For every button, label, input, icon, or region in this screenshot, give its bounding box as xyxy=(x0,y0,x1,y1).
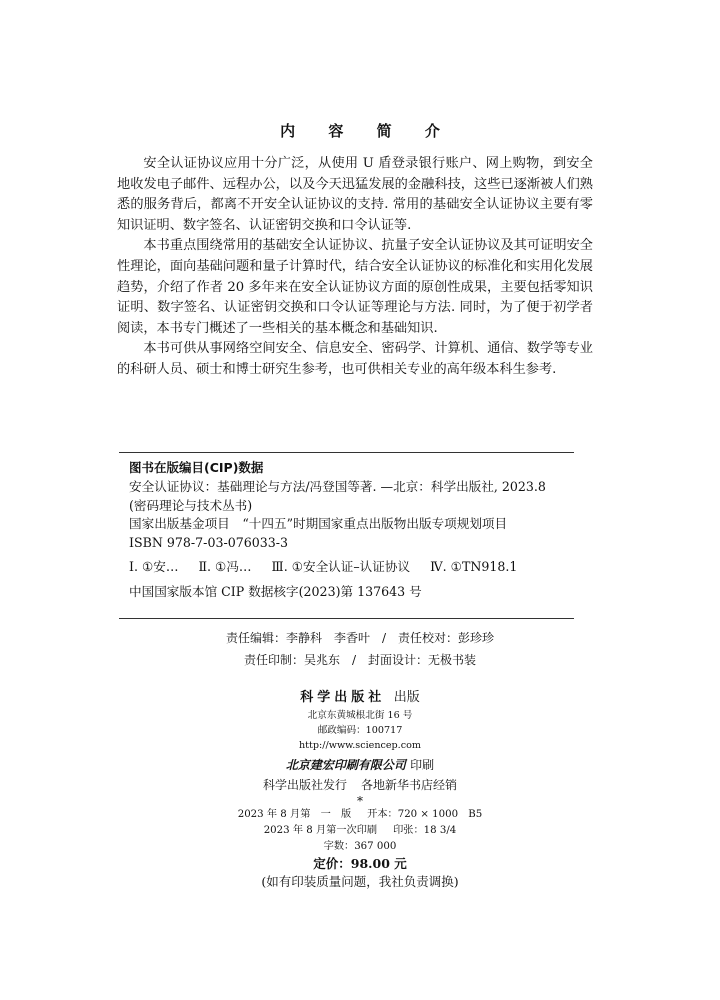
printer-line xyxy=(0,755,720,775)
classification-item: Ⅲ. ①安全认证–认证协议 xyxy=(271,559,411,575)
printing-supervisor-credit: 责任印制：吴兆东 xyxy=(243,653,340,667)
edition-date: 2023 年 8 月第 一 版 xyxy=(237,809,352,820)
quality-note: (如有印装质量问题，我社负责调换) xyxy=(261,874,459,889)
distribution-line xyxy=(0,775,720,795)
sheet-count: 印张：18 3/4 xyxy=(393,825,457,836)
distributor: 科学出版社发行 xyxy=(262,778,347,792)
cip-block xyxy=(129,458,579,602)
credit-separator: / xyxy=(351,653,357,667)
divider-top xyxy=(119,452,574,453)
page-title: 内 容 简 介 xyxy=(280,122,454,140)
publisher-address: 北京东黄城根北街 16 号 xyxy=(307,710,413,721)
publisher-line xyxy=(0,688,720,708)
cip-classification xyxy=(129,558,579,577)
printing-date: 2023 年 8 月第一次印刷 xyxy=(263,825,378,836)
credits-row-production xyxy=(0,649,720,671)
word-count: 字数：367 000 xyxy=(323,841,397,852)
editor-credit: 责任编辑：李静科 李香叶 xyxy=(225,631,370,645)
cip-isbn: ISBN 978-7-03-076033-3 xyxy=(129,534,289,550)
divider-bottom xyxy=(119,618,574,619)
cip-series-line: (密码理论与技术丛书) xyxy=(129,497,253,513)
summary-paragraph: 本书重点围绕常用的基础安全认证协议、抗量子安全认证协议及其可证明安全性理论，面向基础问题和量子计算时代，结合安全认证协议的标准化和实用化发展趋势，介绍了作者 20 多年来在安全认证协议方面的原创性成果，主要包括零知识证明、数字签名、认证密钥交换和口令认证等理论与方法. 同时，为了便于初学者阅读，本书专门概述了一些相关的基本概念和基础知识. xyxy=(117,238,593,336)
colophon-block xyxy=(0,688,720,891)
credits-row-editors xyxy=(0,627,720,649)
classification-item: Ⅱ. ①冯… xyxy=(198,559,252,575)
edition-line xyxy=(0,807,720,823)
classification-item: Ⅳ. ①TN918.1 xyxy=(430,559,518,575)
printing-line xyxy=(0,823,720,839)
cip-number: 中国国家版本馆 CIP 数据核字(2023)第 137643 号 xyxy=(129,583,422,599)
cip-heading: 图书在版编目(CIP)数据 xyxy=(129,460,264,475)
credit-separator: / xyxy=(381,631,387,645)
summary-paragraph: 安全认证协议应用十分广泛，从使用 U 盾登录银行账户、网上购物，到安全地收发电子邮件、远程办公，以及今天迅猛发展的金融科技，这些已逐渐被人们熟悉的服务背后，都离不开安全认证协议的支持. 常用的基础安全认证协议主要有零知识证明、数字签名、认证密钥交换和口令认证等. xyxy=(117,156,593,233)
price: 定价：98.00 元 xyxy=(313,856,407,871)
cip-fund-line: 国家出版基金项目 “十四五”时期国家重点出版物出版专项规划项目 xyxy=(129,516,508,532)
printer-name: 北京建宏印刷有限公司 xyxy=(285,758,406,772)
proofreader-credit: 责任校对：彭珍珍 xyxy=(398,631,495,645)
retailer: 各地新华书店经销 xyxy=(361,778,458,792)
separator-star: * xyxy=(357,794,363,808)
publisher-url: http://www.sciencep.com xyxy=(299,740,421,751)
content-summary xyxy=(117,154,593,381)
classification-item: Ⅰ. ①安… xyxy=(129,559,179,575)
summary-paragraph: 本书可供从事网络空间安全、信息安全、密码学、计算机、通信、数学等专业的科研人员、硕士和博士研究生参考，也可供相关专业的高年级本科生参考. xyxy=(117,341,593,377)
publisher-suffix: 出版 xyxy=(393,690,420,705)
cip-title-line: 安全认证协议：基础理论与方法/冯登国等著. —北京：科学出版社, 2023.8 xyxy=(129,479,546,494)
publisher-name: 科学出版社 xyxy=(300,690,386,705)
format-size: 开本：720 × 1000 B5 xyxy=(367,809,483,820)
cover-design-credit: 封面设计：无极书装 xyxy=(368,653,477,667)
credits-block xyxy=(0,627,720,671)
publisher-postcode: 邮政编码：100717 xyxy=(317,725,403,736)
printer-suffix: 印刷 xyxy=(410,758,435,772)
